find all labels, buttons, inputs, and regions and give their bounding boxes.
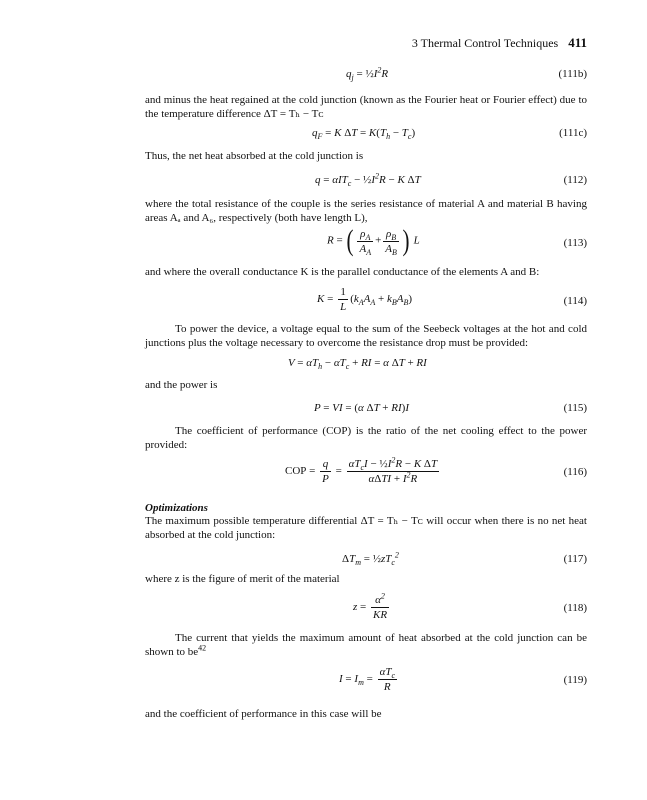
- paragraph-current-text: The current that yields the maximum amount of heat absorbed at the cold junction can be shown to be: [145, 632, 587, 658]
- equation-113: R = ( $\frac{\rho_A}{A_A}$ + $\frac{\rho_B}{A_B}$ ) L: [327, 224, 420, 257]
- equation-115: P = VI = (α ΔT + RI)I: [314, 402, 409, 414]
- equation-number-112: (112): [563, 174, 587, 186]
- running-header: [412, 36, 587, 50]
- equation-number-111b: (111b): [558, 68, 587, 80]
- equation-112: $q = \alpha IT_c - \frac{1}{2}I^2R - K$ ΔT: [315, 171, 421, 189]
- equation-116: COP = $\frac{q}{P}$ = $\frac{\alpha T_cI - \frac{1}{2}I^2R - K \Delta T}{\alpha\Delta TI + I^2R}$: [285, 455, 438, 485]
- cop-label: COP: [285, 465, 307, 478]
- page-number: 411: [568, 35, 587, 50]
- equation-number-111c: (111c): [559, 127, 587, 139]
- paragraph-total-resistance: where the total resistance of the couple is the series resistance of material A and material B having areas Aₐ and A₆, respectively (both have length L),: [145, 198, 587, 224]
- paragraph-cop-case: and the coefficient of performance in this case will be: [145, 708, 382, 720]
- paragraph-current: [145, 631, 587, 659]
- equation-number-119: (119): [563, 674, 587, 686]
- equation-number-116: (116): [563, 466, 587, 478]
- paragraph-fourier-heat: and minus the heat regained at the cold junction (known as the Fourier heat or Fourier effect) due to the temperature difference ΔT = Tₕ − Tᴄ: [145, 94, 587, 120]
- equation-number-115: (115): [563, 402, 587, 414]
- paragraph-conductance: and where the overall conductance K is the parallel conductance of the elements A and B:: [145, 266, 540, 278]
- equation-number-114: (114): [563, 295, 587, 307]
- reference-superscript: 42: [198, 643, 207, 653]
- paragraph-figure-of-merit: where z is the figure of merit of the material: [145, 573, 340, 585]
- paragraph-power-device: To power the device, a voltage equal to the sum of the Seebeck voltages at the hot and cold junctions plus the voltage necessary to overcome the resistance drop must be provided:: [145, 323, 587, 349]
- equation-number-117: (117): [563, 553, 587, 565]
- equation-119: $I = I_m$ = $\frac{\alpha T_c}{R}$: [339, 666, 396, 693]
- equation-114: K = $\frac{1}{L}$ $(k_AA_A + k_BA_B)$: [317, 286, 413, 313]
- paragraph-cop: The coefficient of performance (COP) is the ratio of the net cooling effect to the power provided:: [145, 425, 587, 451]
- equation-number-113: (113): [563, 237, 587, 249]
- equation-118: z = $\frac{\alpha^2}{KR}$: [353, 591, 388, 621]
- section-heading-optimizations: Optimizations: [145, 502, 208, 514]
- paragraph-max-temp: The maximum possible temperature differential ΔT = Tₕ − Tᴄ will occur when there is no net heat absorbed at the cold junction:: [145, 515, 587, 541]
- running-head-title: 3 Thermal Control Techniques: [411, 36, 559, 50]
- equation-number-118: (118): [563, 602, 587, 614]
- equation-voltage: $V = \alpha T_h - \alpha T_c$ + RI = α ΔT + RI: [288, 357, 427, 372]
- equation-111b: $q_j$ = $\frac{1}{2}I^2R$: [346, 65, 389, 83]
- equation-111c: $q_F = K$ $\Delta T = K(T_h - T_c)$: [312, 127, 416, 142]
- paragraph-power-is: and the power is: [145, 379, 218, 391]
- equation-117: $\Delta T_m$ = $\frac{1}{2}zT_c^2$: [342, 550, 399, 568]
- paragraph-net-heat: Thus, the net heat absorbed at the cold junction is: [145, 150, 364, 162]
